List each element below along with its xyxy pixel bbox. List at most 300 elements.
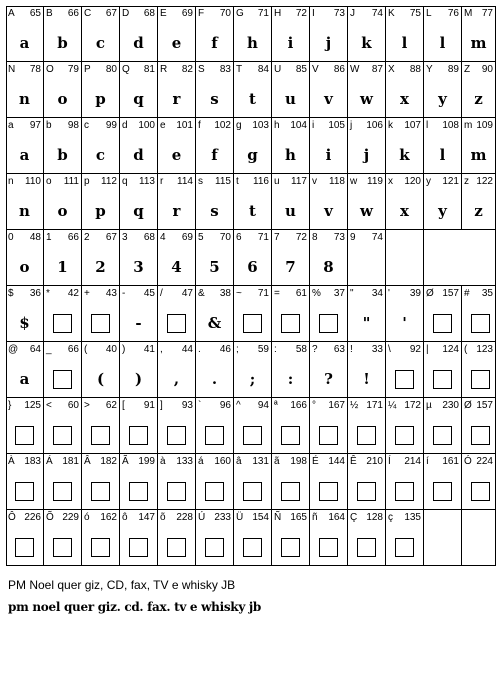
glyph-sample: j: [325, 34, 332, 52]
glyph-sample: ;: [249, 370, 256, 388]
glyph-cell: [82, 6, 120, 62]
glyph-sample: o: [57, 202, 68, 220]
char-code: 37: [333, 288, 345, 299]
char-label: W: [350, 64, 360, 75]
char-label: C: [84, 8, 92, 19]
char-label: 6: [236, 232, 242, 243]
char-code: 121: [442, 176, 459, 187]
glyph-cell: [158, 118, 196, 174]
char-code: 166: [290, 400, 307, 411]
missing-glyph-box: [357, 538, 376, 557]
glyph-sample: v: [324, 90, 333, 108]
glyph-cell: [6, 118, 44, 174]
empty-cell: [386, 230, 424, 286]
glyph-sample: l: [401, 34, 408, 52]
empty-cell: [462, 510, 496, 566]
missing-glyph-box: [53, 538, 72, 557]
char-label: 2: [84, 232, 90, 243]
char-code: 104: [290, 120, 307, 131]
glyph-sample: h: [285, 146, 296, 164]
char-code: 66: [67, 344, 79, 355]
char-code: 58: [295, 344, 307, 355]
glyph-cell: [6, 174, 44, 230]
glyph-sample: t: [249, 90, 256, 108]
glyph-cell: [44, 62, 82, 118]
char-code: 68: [143, 8, 155, 19]
char-code: 67: [105, 8, 117, 19]
char-code: 122: [476, 176, 493, 187]
glyph-sample: !: [363, 370, 370, 388]
glyph-sample: $: [19, 314, 30, 332]
glyph-sample: o: [57, 90, 68, 108]
char-label: ô: [122, 512, 128, 523]
glyph-cell: [158, 174, 196, 230]
char-code: 83: [219, 64, 231, 75]
glyph-cell: [310, 510, 348, 566]
glyph-sample: b: [57, 34, 68, 52]
char-label: 4: [160, 232, 166, 243]
char-code: 224: [476, 456, 493, 467]
char-code: 38: [219, 288, 231, 299]
char-label: ó: [84, 512, 90, 523]
glyph-cell: [462, 286, 496, 342]
glyph-cell: [44, 230, 82, 286]
glyph-cell: [120, 398, 158, 454]
glyph-cell: [44, 118, 82, 174]
char-code: 230: [442, 400, 459, 411]
glyph-cell: [272, 230, 310, 286]
char-label: o: [46, 176, 52, 187]
char-code: 103: [252, 120, 269, 131]
glyph-cell: [196, 342, 234, 398]
char-code: 71: [257, 8, 269, 19]
missing-glyph-box: [167, 314, 186, 333]
char-label: E: [160, 8, 167, 19]
char-code: 198: [290, 456, 307, 467]
missing-glyph-box: [53, 314, 72, 333]
glyph-sample: (: [96, 370, 105, 388]
char-label: p: [84, 176, 90, 187]
glyph-cell: [82, 510, 120, 566]
glyph-cell: [120, 454, 158, 510]
missing-glyph-box: [319, 314, 338, 333]
char-code: 101: [176, 120, 193, 131]
glyph-cell: [234, 286, 272, 342]
glyph-cell: [120, 286, 158, 342]
glyph-cell: [82, 174, 120, 230]
glyph-sample: n: [19, 202, 30, 220]
glyph-sample: u: [285, 90, 296, 108]
char-label: 9: [350, 232, 356, 243]
char-label: ^: [236, 400, 241, 411]
glyph-sample: 6: [247, 258, 258, 276]
glyph-cell: [386, 118, 424, 174]
missing-glyph-box: [395, 482, 414, 501]
glyph-cell: [310, 6, 348, 62]
char-label: }: [8, 400, 12, 411]
glyph-cell: [196, 510, 234, 566]
glyph-cell: [6, 398, 44, 454]
char-code: 68: [143, 232, 155, 243]
char-label: k: [388, 120, 393, 131]
glyph-cell: [462, 118, 496, 174]
glyph-sample: u: [285, 202, 296, 220]
char-code: 214: [404, 456, 421, 467]
glyph-sample: y: [438, 202, 447, 220]
char-code: 210: [366, 456, 383, 467]
missing-glyph-box: [167, 482, 186, 501]
missing-glyph-box: [433, 370, 452, 389]
glyph-cell: [462, 454, 496, 510]
char-code: 34: [371, 288, 383, 299]
glyph-sample: 8: [323, 258, 334, 276]
char-code: 167: [328, 400, 345, 411]
glyph-cell: [462, 6, 496, 62]
char-code: 119: [367, 176, 383, 187]
char-label: Ç: [350, 512, 358, 523]
glyph-sample: s: [210, 90, 219, 108]
glyph-cell: [196, 398, 234, 454]
missing-glyph-box: [53, 370, 72, 389]
missing-glyph-box: [281, 314, 300, 333]
glyph-sample: 4: [171, 258, 182, 276]
char-code: 47: [181, 288, 193, 299]
glyph-sample: p: [95, 202, 106, 220]
char-label: Õ: [46, 512, 54, 523]
char-label: ]: [160, 400, 163, 411]
glyph-sample: ): [134, 370, 143, 388]
glyph-cell: [196, 230, 234, 286]
glyph-cell: [6, 342, 44, 398]
glyph-sample: k: [361, 34, 372, 52]
glyph-cell: [234, 510, 272, 566]
char-label: a: [8, 120, 14, 131]
glyph-cell: [310, 342, 348, 398]
glyph-sample: l: [439, 34, 446, 52]
glyph-cell: [158, 62, 196, 118]
char-label: &: [198, 288, 205, 299]
missing-glyph-box: [15, 482, 34, 501]
char-code: 105: [328, 120, 345, 131]
char-label: S: [198, 64, 205, 75]
char-code: 233: [214, 512, 231, 523]
char-code: 82: [181, 64, 193, 75]
glyph-cell: [158, 398, 196, 454]
char-code: 69: [181, 232, 193, 243]
char-code: 46: [219, 344, 231, 355]
char-code: 43: [105, 288, 117, 299]
glyph-cell: [272, 174, 310, 230]
glyph-cell: [6, 286, 44, 342]
char-label: s: [198, 176, 203, 187]
glyph-sample: z: [474, 202, 483, 220]
glyph-cell: [120, 342, 158, 398]
glyph-cell: [386, 398, 424, 454]
char-label: %: [312, 288, 321, 299]
char-label: `: [198, 400, 202, 411]
char-label: x: [388, 176, 393, 187]
glyph-cell: [386, 62, 424, 118]
glyph-cell: [234, 454, 272, 510]
glyph-sample: c: [95, 146, 106, 164]
glyph-sample: 5: [209, 258, 220, 276]
missing-glyph-box: [433, 482, 452, 501]
char-label: ": [350, 288, 354, 299]
char-label: @: [8, 344, 19, 355]
char-code: 106: [366, 120, 383, 131]
char-label: !: [350, 344, 353, 355]
missing-glyph-box: [53, 482, 72, 501]
char-code: 109: [476, 120, 493, 131]
glyph-cell: [348, 62, 386, 118]
glyph-cell: [120, 174, 158, 230]
char-label: ñ: [312, 512, 318, 523]
char-code: 118: [329, 176, 345, 187]
char-code: 48: [29, 232, 41, 243]
char-code: 114: [177, 176, 193, 187]
char-label: Q: [122, 64, 130, 75]
char-label: à: [160, 456, 166, 467]
glyph-sample: a: [19, 146, 30, 164]
missing-glyph-box: [243, 538, 262, 557]
char-label: /: [160, 288, 163, 299]
glyph-cell: [44, 342, 82, 398]
glyph-cell: [462, 62, 496, 118]
glyph-sample: o: [19, 258, 30, 276]
char-label: T: [236, 64, 243, 75]
char-label: õ: [160, 512, 166, 523]
char-label: c: [84, 120, 89, 131]
glyph-cell: [234, 398, 272, 454]
glyph-sample: ": [362, 314, 371, 332]
char-label: (: [84, 344, 88, 355]
missing-glyph-box: [395, 370, 414, 389]
char-code: 117: [291, 176, 307, 187]
char-label: ;: [236, 344, 239, 355]
char-code: 75: [409, 8, 421, 19]
char-code: 112: [101, 176, 117, 187]
glyph-cell: [234, 342, 272, 398]
char-code: 164: [328, 512, 345, 523]
glyph-cell: [196, 174, 234, 230]
char-code: 45: [143, 288, 155, 299]
char-code: 116: [253, 176, 269, 187]
char-label: Ü: [236, 512, 244, 523]
missing-glyph-box: [53, 426, 72, 445]
char-label: F: [198, 8, 205, 19]
char-label: Ã: [122, 456, 129, 467]
char-code: 157: [476, 400, 493, 411]
missing-glyph-box: [395, 538, 414, 557]
glyph-sample: e: [171, 146, 182, 164]
char-label: Ô: [8, 512, 16, 523]
missing-glyph-box: [91, 482, 110, 501]
char-label: :: [274, 344, 277, 355]
char-label: É: [312, 456, 319, 467]
glyph-cell: [310, 454, 348, 510]
char-label: D: [122, 8, 130, 19]
glyph-sample: m: [470, 146, 487, 164]
char-code: 87: [371, 64, 383, 75]
glyph-cell: [44, 286, 82, 342]
char-code: 65: [29, 8, 41, 19]
char-code: 72: [295, 232, 307, 243]
char-code: 70: [219, 8, 231, 19]
char-label: ç: [388, 512, 393, 523]
char-code: 154: [252, 512, 269, 523]
char-label: Ø: [464, 400, 472, 411]
char-code: 61: [295, 288, 307, 299]
missing-glyph-box: [205, 426, 224, 445]
glyph-sample: -: [135, 314, 142, 332]
missing-glyph-box: [319, 538, 338, 557]
glyph-cell: [82, 62, 120, 118]
char-code: 33: [371, 344, 383, 355]
missing-glyph-box: [433, 314, 452, 333]
missing-glyph-box: [129, 482, 148, 501]
char-code: 89: [447, 64, 459, 75]
glyph-sample: ,: [173, 370, 180, 388]
glyph-cell: [272, 286, 310, 342]
char-code: 86: [333, 64, 345, 75]
char-code: 113: [139, 176, 155, 187]
char-code: 110: [25, 176, 41, 187]
char-label: \: [388, 344, 391, 355]
glyph-cell: [44, 398, 82, 454]
missing-glyph-box: [91, 538, 110, 557]
char-label: f: [198, 120, 201, 131]
char-label: m: [464, 120, 473, 131]
glyph-sample: d: [133, 34, 144, 52]
glyph-cell: [234, 174, 272, 230]
glyph-sample: a: [19, 370, 30, 388]
glyph-sample: h: [247, 34, 258, 52]
char-label: .: [198, 344, 201, 355]
char-label: h: [274, 120, 280, 131]
glyph-cell: [272, 118, 310, 174]
char-label: =: [274, 288, 280, 299]
glyph-sample: q: [133, 90, 144, 108]
char-code: 44: [181, 344, 193, 355]
char-label: y: [426, 176, 431, 187]
glyph-cell: [424, 342, 462, 398]
char-label: °: [312, 400, 316, 411]
missing-glyph-box: [15, 426, 34, 445]
char-label: 7: [274, 232, 280, 243]
glyph-sample: d: [133, 146, 144, 164]
char-label: Y: [426, 64, 433, 75]
missing-glyph-box: [205, 482, 224, 501]
glyph-cell: [158, 510, 196, 566]
char-label: P: [84, 64, 91, 75]
char-label: í: [426, 456, 429, 467]
glyph-cell: [82, 286, 120, 342]
glyph-cell: [6, 62, 44, 118]
glyph-cell: [424, 286, 462, 342]
glyph-cell: [310, 118, 348, 174]
glyph-cell: [424, 398, 462, 454]
char-code: 229: [62, 512, 79, 523]
char-label: O: [46, 64, 54, 75]
glyph-cell: [386, 342, 424, 398]
missing-glyph-box: [129, 426, 148, 445]
char-code: 69: [181, 8, 193, 19]
empty-cell: [424, 230, 462, 286]
char-label: 5: [198, 232, 204, 243]
missing-glyph-box: [167, 426, 186, 445]
char-label: [: [122, 400, 125, 411]
char-code: 62: [105, 400, 117, 411]
char-code: 228: [176, 512, 193, 523]
char-label: l: [426, 120, 429, 131]
glyph-cell: [348, 174, 386, 230]
glyph-cell: [120, 118, 158, 174]
char-label: ã: [274, 456, 280, 467]
missing-glyph-box: [395, 426, 414, 445]
glyph-sample: t: [249, 202, 256, 220]
glyph-sample: f: [211, 34, 218, 52]
glyph-cell: [348, 398, 386, 454]
char-code: 40: [105, 344, 117, 355]
char-code: 124: [442, 344, 459, 355]
char-label: ½: [350, 400, 359, 411]
char-label: ¼: [388, 400, 397, 411]
char-code: 74: [371, 8, 383, 19]
char-code: 160: [214, 456, 231, 467]
glyph-sample: q: [133, 202, 144, 220]
glyph-cell: [158, 6, 196, 62]
missing-glyph-box: [471, 314, 490, 333]
char-code: 147: [138, 512, 155, 523]
missing-glyph-box: [243, 426, 262, 445]
missing-glyph-box: [167, 538, 186, 557]
glyph-cell: [82, 398, 120, 454]
char-code: 133: [176, 456, 193, 467]
char-label: *: [46, 288, 50, 299]
char-code: 92: [409, 344, 421, 355]
char-label: Â: [84, 456, 91, 467]
char-label: À: [8, 456, 15, 467]
char-code: 94: [257, 400, 269, 411]
glyph-cell: [82, 118, 120, 174]
char-code: 64: [29, 344, 41, 355]
char-code: 172: [404, 400, 421, 411]
char-code: 120: [404, 176, 421, 187]
glyph-cell: [272, 398, 310, 454]
char-code: 70: [219, 232, 231, 243]
char-code: 102: [214, 120, 231, 131]
glyph-sample: i: [287, 34, 294, 52]
glyph-cell: [386, 174, 424, 230]
char-label: z: [464, 176, 469, 187]
glyph-cell: [120, 6, 158, 62]
char-code: 84: [257, 64, 269, 75]
glyph-cell: [158, 286, 196, 342]
char-code: 183: [24, 456, 41, 467]
character-map-grid: [6, 6, 496, 566]
char-code: 165: [290, 512, 307, 523]
char-label: G: [236, 8, 244, 19]
glyph-sample: &: [207, 314, 222, 332]
missing-glyph-box: [281, 426, 300, 445]
char-label: w: [350, 176, 358, 187]
missing-glyph-box: [319, 426, 338, 445]
glyph-cell: [158, 230, 196, 286]
char-code: 88: [409, 64, 421, 75]
char-label: 1: [46, 232, 52, 243]
glyph-cell: [196, 62, 234, 118]
char-label: A: [8, 8, 15, 19]
